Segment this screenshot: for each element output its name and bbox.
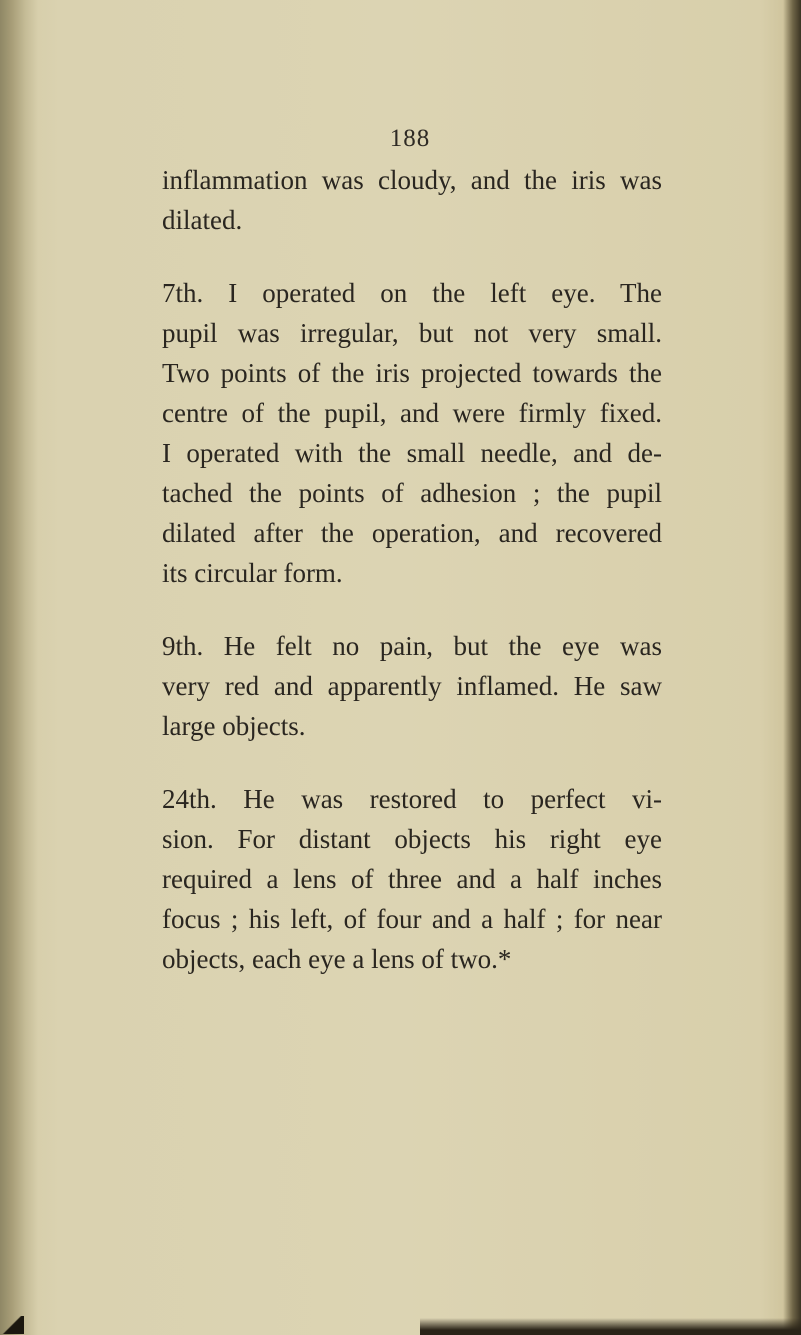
text-line: centre of the pupil, and were firmly fixed. [162,398,662,428]
paragraph-2 [162,273,662,593]
paragraph-3 [162,626,662,746]
text-line: 9th. He felt no pain, but the eye was [162,631,662,661]
text-line: Two points of the iris projected towards the [162,358,662,388]
corner-fold [2,1316,24,1334]
page-edge-shadow [783,0,801,1335]
text-line: I operated with the small needle, and de- [162,438,662,468]
text-line: 24th. He was restored to perfect vi- [162,784,662,814]
text-line: required a lens of three and a half inches [162,864,662,894]
text-line: very red and apparently inflamed. He saw [162,671,662,701]
page-bottom-shadow [420,1318,801,1335]
page-number: 188 [389,125,431,152]
text-line: tached the points of adhesion ; the pupil [162,478,662,508]
text-line: dilated. [162,205,243,235]
text-line: pupil was irregular, but not very small. [162,318,662,348]
text-line: 7th. I operated on the left eye. The [162,278,662,308]
paragraph-1 [162,160,662,240]
text-line: large objects. [162,711,306,741]
text-line: inflammation was cloudy, and the iris was [162,165,662,195]
body-text [162,160,662,979]
text-line: dilated after the operation, and recovered [162,518,662,548]
text-line: its circular form. [162,558,343,588]
paragraph-4 [162,779,662,979]
text-line: objects, each eye a lens of two.* [162,944,512,974]
text-line: focus ; his left, of four and a half ; for near [162,904,662,934]
page-binding-shadow [0,0,38,1335]
text-line: sion. For distant objects his right eye [162,824,662,854]
